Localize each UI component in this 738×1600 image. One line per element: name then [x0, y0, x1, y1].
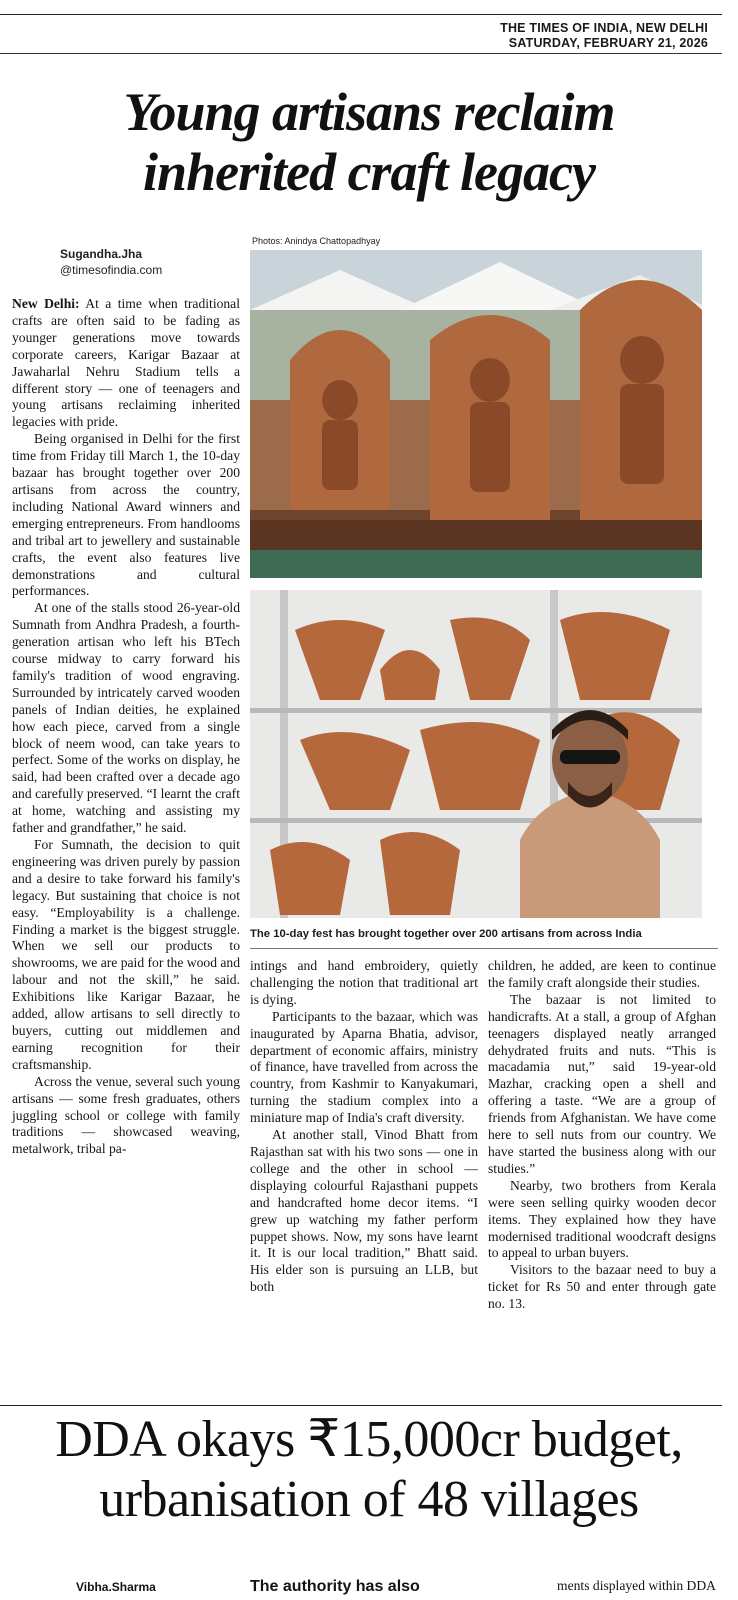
- paragraph: The bazaar is not limited to handicrafts. At a stall, a group of Afghan teenagers displayed neatly arranged dehydrated fruits and nuts. “This is macadamia nut,” said 19-year-old Mazhar, cracking open a shell and offering a taste. “We are a group of friends from Afghanistan. We have come here to sell nuts from our country. We have started the business along with our studies.”: [488, 991, 716, 1176]
- article-column-1: [12, 296, 240, 1158]
- shelves-illustration: [250, 590, 702, 918]
- second-story-subhead: The authority has also: [250, 1578, 420, 1595]
- paragraph: [12, 296, 240, 431]
- paragraph: children, he added, are keen to continue the family craft alongside their studies.: [488, 958, 716, 990]
- byline-handle: @timesofindia.com: [60, 263, 163, 277]
- paragraph: For Sumnath, the decision to quit engineering was driven purely by passion and a desire to take forward his family's legacy. But sustaining that choice is not easy. “Employability is a challenge. Finding a market is the biggest struggle. When we sell our products to showrooms, we are paid for the wood and labour and not the skill,” he said. Exhibitions like Karigar Bazaar, he added, allow artisans to sell directly to buyers, cutting out middlemen and earning recognition for their craftsmanship.: [12, 837, 241, 1072]
- headline-line-1: Young artisans reclaim: [123, 82, 615, 142]
- byline-name: Sugandha.Jha: [60, 247, 143, 261]
- second-story-column-3-text: ments displayed within DDA: [557, 1578, 716, 1593]
- story-separator: [0, 1405, 722, 1406]
- photo-wooden-deity-carvings: [250, 250, 702, 578]
- article-column-3: [488, 958, 716, 1313]
- paragraph: Across the venue, several such young artisans — some fresh graduates, others juggling school or college with family traditions — showcased weaving, metalwork, tribal pa-: [12, 1073, 240, 1157]
- caption-rule: [250, 948, 718, 949]
- photo-credit: Photos: Anindya Chattopadhyay: [252, 236, 381, 246]
- issue-date: SATURDAY, FEBRUARY 21, 2026: [508, 36, 708, 50]
- headline2-line-1: DDA okays ₹15,000cr budget,: [55, 1411, 683, 1468]
- masthead: [0, 14, 722, 55]
- second-story-headline: [0, 1410, 738, 1530]
- second-story-byline: Vibha.Sharma: [76, 1580, 156, 1594]
- photo-caption: The 10-day fest has brought together over 200 artisans from across India: [250, 928, 642, 940]
- paragraph: Being organised in Delhi for the first time from Friday till March 1, the 10-day bazaar has brought together over 200 artisans from across the country, including National Award winners and emerging entrepreneurs. From handlooms and tribal art to jewellery and sustainable crafts, the event also features live demonstrations and cultural performances.: [12, 431, 240, 599]
- story-headline: [0, 82, 738, 202]
- newspaper-name: THE TIMES OF INDIA, NEW DELHI: [500, 21, 708, 35]
- paragraph: At one of the stalls stood 26-year-old Sumnath from Andhra Pradesh, a fourth-generation artisan who left his BTech course midway to carry forward his family's tradition of wood engraving. Surrounded by intricately carved wooden panels of Indian deities, he explained how each piece, carved from a single block of neem wood, can take years to perfect. Some of the works on display, he said, had been crafted over a decade ago and carefully preserved. “I learnt the craft at home, watching and assisting my father and grandfather,” he said.: [12, 600, 240, 836]
- header-rule: [0, 53, 722, 54]
- carvings-illustration: [250, 250, 702, 578]
- dateline: New Delhi:: [12, 296, 80, 311]
- paragraph: Visitors to the bazaar need to buy a ticket for Rs 50 and enter through gate no. 13.: [488, 1262, 716, 1312]
- photo-wooden-decor-shelves: [250, 590, 702, 918]
- headline-line-2: inherited craft legacy: [143, 142, 595, 202]
- paragraph-text: At a time when traditional crafts are often said to be fading as younger generations move towards corporate careers, Karigar Bazaar at Jawaharlal Nehru Stadium tells a different story — one of teenagers and young artisans reclaiming inherited legacies with pride.: [12, 296, 240, 430]
- paragraph: Nearby, two brothers from Kerala were seen selling quirky wooden decor items. They explained how they have modernised traditional woodcraft designs to appeal to urban buyers.: [488, 1177, 716, 1261]
- paragraph: Participants to the bazaar, which was inaugurated by Aparna Bhatia, advisor, department of economic affairs, ministry of finance, have travelled from across the country, from Kashmir to Kanyakumari, turning the stadium complex into a miniature map of India's craft diversity.: [250, 1008, 478, 1126]
- article-column-2: [250, 958, 478, 1296]
- byline: [60, 246, 162, 278]
- paragraph: At another stall, Vinod Bhatt from Rajasthan sat with his two sons — one in college and the other in school — displaying colourful Rajasthani puppets and handcrafted home decor items. “I grew up watching my father perform puppet shows. Now, my sons have learnt it. It is our local tradition,” Bhatt said. His elder son is pursuing an LLB, but both: [250, 1127, 478, 1295]
- paragraph: intings and hand embroidery, quietly challenging the notion that traditional art is dying.: [250, 958, 478, 1007]
- headline2-line-2: urbanisation of 48 villages: [99, 1471, 639, 1528]
